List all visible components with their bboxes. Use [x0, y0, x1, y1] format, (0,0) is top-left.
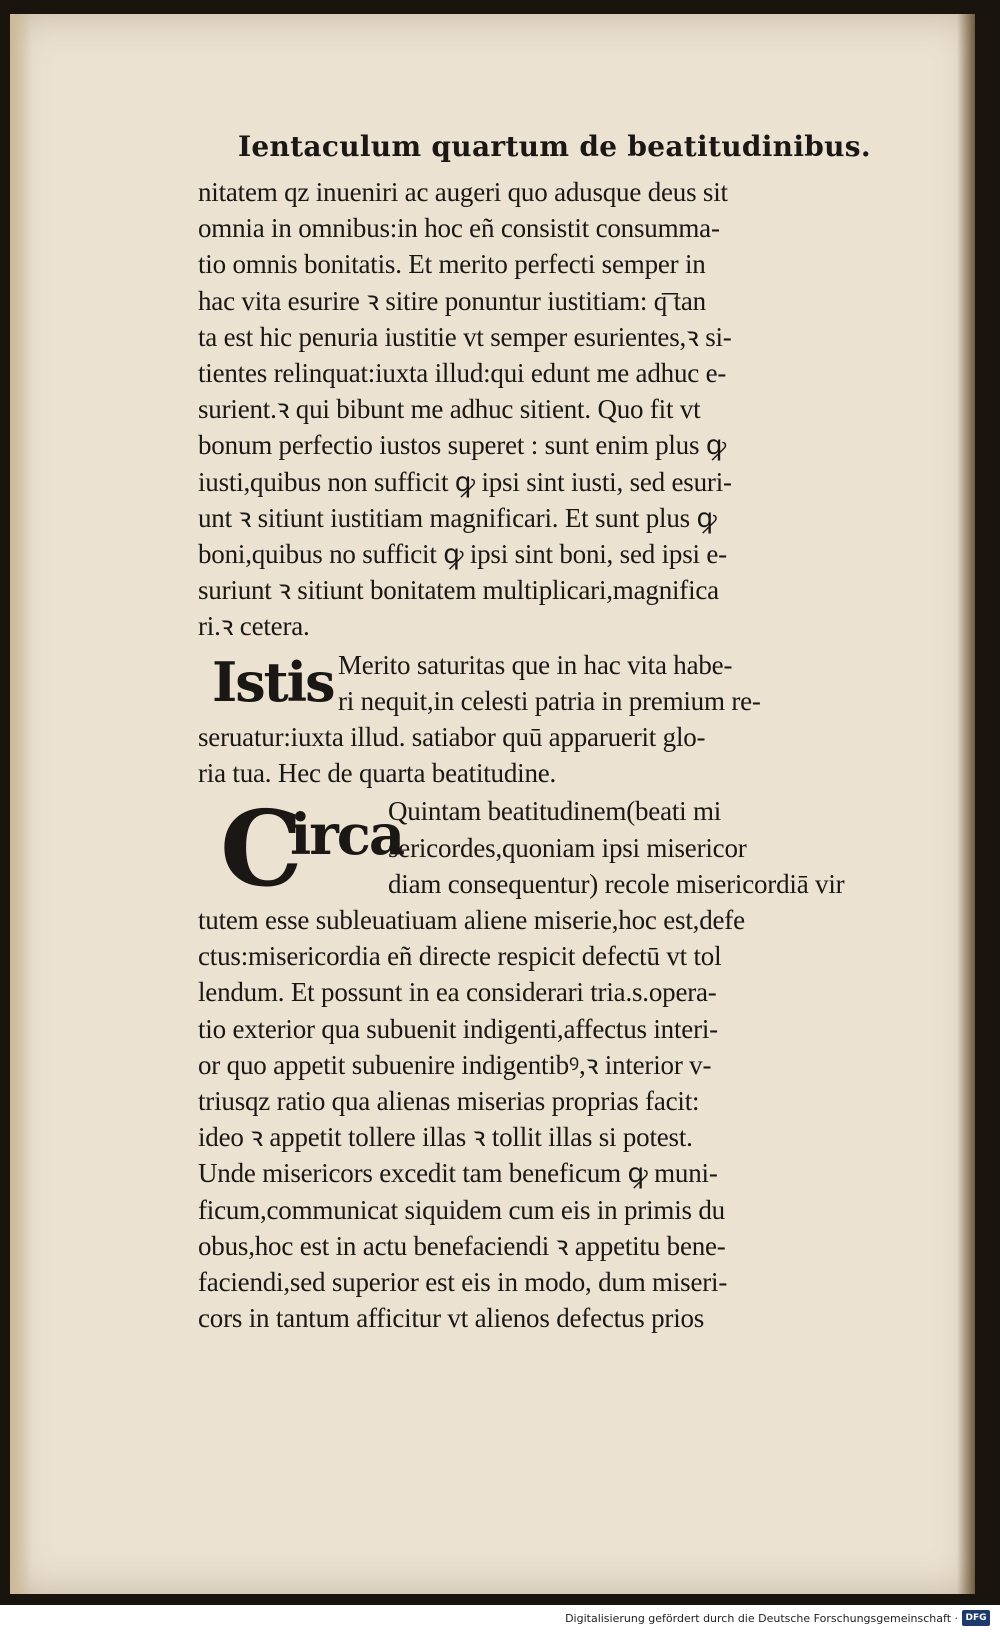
text-line: suriunt ꝛ sitiunt bonitatem multiplicari,magnifica: [198, 575, 719, 606]
text-line: triusqz ratio qua alienas miserias proprias facit:: [198, 1086, 700, 1117]
text-line: faciendi,sed superior est eis in modo, dum miseri-: [198, 1267, 728, 1298]
text-line: cors in tantum afficitur vt alienos defectus prios: [198, 1303, 705, 1334]
text-line: ideo ꝛ appetit tollere illas ꝛ tollit illas si potest.: [198, 1122, 693, 1153]
text-line: obus,hoc est in actu benefaciendi ꝛ appetitu bene-: [198, 1230, 726, 1261]
paragraph-istis: [198, 647, 938, 792]
text-line: sericordes,quoniam ipsi misericor: [388, 832, 747, 863]
text-line: ria tua. Hec de quarta beatitudine.: [198, 758, 557, 789]
text-line: Quintam beatitudinem(beati mi: [388, 796, 722, 827]
paragraph-circa: [198, 787, 938, 1336]
text-line: bonum perfectio iustos superet : sunt enim plus ꝙ: [198, 430, 726, 461]
text-line: tutem esse subleuatiuam aliene miserie,hoc est,defe: [198, 905, 745, 936]
footer-credit: Digitalisierung gefördert durch die Deutsche Forschungsgemeinschaft ·: [565, 1612, 958, 1625]
text-line: hac vita esurire ꝛ sitire ponuntur iustitiam: q͞ tan: [198, 285, 706, 316]
footer-bar: [0, 1605, 1000, 1632]
initial-istis: Istis: [212, 649, 334, 714]
text-line: seruatur:iuxta illud. satiabor quū apparuerit glo-: [198, 722, 706, 753]
text-line: ctus:misericordia eñ directe respicit defectū vt tol: [198, 941, 722, 972]
text-line: or quo appetit subuenire indigentibꝰ,ꝛ interior v-: [198, 1049, 712, 1080]
dfg-logo[interactable]: DFG: [962, 1610, 990, 1626]
text-line: tio omnis bonitatis. Et merito perfecti semper in: [198, 249, 706, 280]
text-line: diam consequentur) recole misericordiā vir: [388, 868, 845, 899]
text-line: nitatem qz inueniri ac augeri quo adusque deus sit: [198, 177, 728, 207]
text-line: omnia in omnibus:in hoc eñ consistit consumma-: [198, 213, 720, 244]
text-line: surient.ꝛ qui bibunt me adhuc sitient. Quo fit vt: [198, 394, 701, 425]
text-line: boni,quibus no sufficit ꝙ ipsi sint boni, sed ipsi e-: [198, 539, 727, 570]
initial-c: C: [220, 787, 303, 911]
text-line: tio exterior qua subuenit indigenti,affectus interi-: [198, 1013, 718, 1044]
text-line: ri.ꝛ cetera.: [198, 611, 310, 642]
text-line: tientes relinquat:iuxta illud:qui edunt me adhuc e-: [198, 358, 727, 389]
text-line: ficum,communicat siquidem cum eis in primis du: [198, 1194, 725, 1225]
book-page: [10, 14, 975, 1594]
text-line: ta est hic penuria iustitie vt semper esurientes,ꝛ si-: [198, 321, 732, 352]
text-line: iusti,quibus non sufficit ꝙ ipsi sint iusti, sed esuri-: [198, 466, 732, 497]
text-line: Unde misericors excedit tam beneficum ꝙ muni-: [198, 1158, 718, 1189]
running-head: Ientaculum quartum de beatitudinibus.: [238, 130, 871, 163]
initial-circa-rest: irca: [290, 802, 404, 869]
text-line: ri nequit,in celesti patria in premium re-: [338, 685, 761, 716]
text-line: lendum. Et possunt in ea considerari tria.s.opera-: [198, 977, 717, 1008]
text-line: Merito saturitas que in hac vita habe-: [338, 649, 733, 680]
text-block: [198, 126, 938, 1337]
paragraph-1: [198, 174, 938, 645]
text-line: unt ꝛ sitiunt iustitiam magnificari. Et sunt plus ꝙ: [198, 502, 717, 533]
